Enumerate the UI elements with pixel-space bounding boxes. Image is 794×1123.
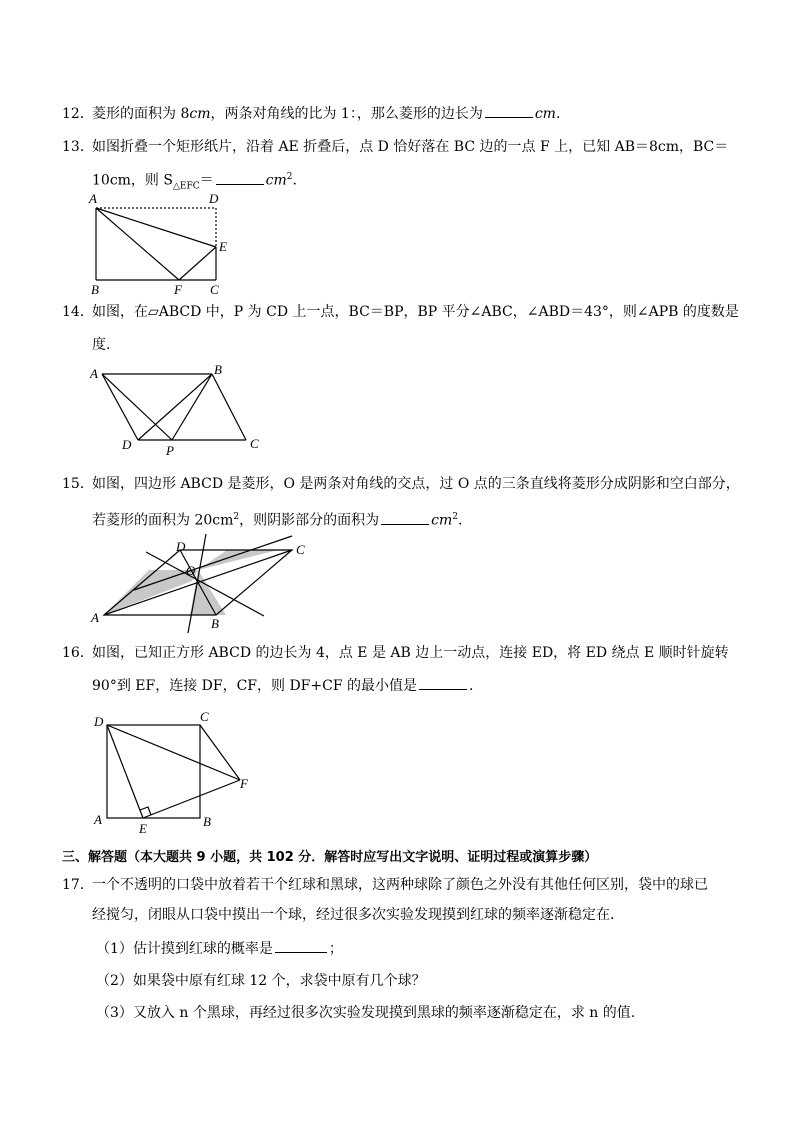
q14-figure xyxy=(86,360,266,460)
q12-number: 12． xyxy=(62,106,94,122)
q15-label-C: C xyxy=(296,542,305,557)
q15-line1: 如图，四边形 ABCD 是菱形，O 是两条对角线的交点，过 O 点的三条直线将菱形分成阴影和空白部分， xyxy=(92,476,740,492)
q15-figure xyxy=(86,530,326,638)
q15-label-D: D xyxy=(176,539,186,554)
q15-label-B: B xyxy=(211,616,219,631)
q16-line2: 90°到 EF，连接 DF，CF，则 DF+CF 的最小值是 . xyxy=(92,678,474,694)
q14-label-P: P xyxy=(166,443,174,458)
q16-line1: 如图，已知正方形 ABCD 的边长为 4，点 E 是 AB 边上一动点，连接 ED，将 ED 绕点 E 顺时针旋转 xyxy=(92,645,729,661)
q14-label-A: A xyxy=(90,366,98,381)
q16-label-A: A xyxy=(94,812,102,827)
q13-label-F: F xyxy=(174,282,182,296)
q13-label-A: A xyxy=(89,191,97,206)
q16-label-F: F xyxy=(240,776,248,791)
q13-figure xyxy=(86,190,236,296)
q14-line1: 如图，在▱ABCD 中，P 为 CD 上一点，BC＝BP，BP 平分∠ABC，∠ABD＝43°，则∠APB 的度数是 xyxy=(92,304,739,320)
q16-figure xyxy=(86,706,266,836)
q13-label-D: D xyxy=(209,191,219,206)
q17-line1: 一个不透明的口袋中放着若干个红球和黑球，这两种球除了颜色之外没有其他任何区别，袋中的球已 xyxy=(92,877,708,893)
q15-number: 15． xyxy=(62,476,94,492)
section-3-heading: 三、解答题（本大题共 9 小题，共 102 分．解答时应写出文字说明、证明过程或演算步骤） xyxy=(62,850,598,865)
q12-answer-blank xyxy=(485,105,533,118)
q17-answer-blank xyxy=(275,940,327,953)
q14-label-C: C xyxy=(250,436,259,451)
q13-label-E: E xyxy=(219,239,227,254)
q16-label-E: E xyxy=(139,821,147,836)
q17-line2: 经搅匀，闭眼从口袋中摸出一个球，经过很多次实验发现摸到红球的频率逐渐稳定在． xyxy=(92,907,624,923)
q15-label-O: O xyxy=(186,563,196,578)
q16-label-B: B xyxy=(203,814,211,829)
q13-answer-blank xyxy=(216,172,264,185)
q14-line2: 度. xyxy=(92,337,111,353)
q12-text: 菱形的面积为 8cm，两条对角线的比为 1：，那么菱形的边长为 cm. xyxy=(92,106,561,122)
q14-label-B: B xyxy=(214,362,222,377)
q15-answer-blank xyxy=(381,512,429,525)
q16-number: 16． xyxy=(62,645,94,661)
q13-line1: 如图折叠一个矩形纸片，沿着 AE 折叠后，点 D 恰好落在 BC 边的一点 F 上，已知 AB＝8cm，BC＝ xyxy=(92,139,729,155)
q16-label-D: D xyxy=(94,714,104,729)
q16-answer-blank xyxy=(419,677,467,690)
q14-label-D: D xyxy=(122,437,132,452)
q17-sub2: （2）如果袋中原有红球 12 个，求袋中原有几个球？ xyxy=(96,973,426,989)
q14-number: 14． xyxy=(62,304,94,320)
q13-label-C: C xyxy=(210,282,219,296)
q15-line2: 若菱形的面积为 $20cm^2$，则阴影部分的面积为 $cm^2$. xyxy=(92,512,463,529)
q13-line2: 10cm，则 $S_{\triangle EFC}= cm^2$. xyxy=(92,172,297,192)
q17-number: 17． xyxy=(62,877,94,893)
q13-number: 13． xyxy=(62,139,94,155)
q15-label-A: A xyxy=(91,610,99,625)
q16-label-C: C xyxy=(200,709,209,724)
q13-label-B: B xyxy=(91,282,99,296)
q17-sub3: （3）又放入 n 个黑球，再经过很多次实验发现摸到黑球的频率逐渐稳定在，求 n 的值. xyxy=(96,1005,636,1021)
q17-sub1: （1）估计摸到红球的概率是 ； xyxy=(96,941,343,957)
